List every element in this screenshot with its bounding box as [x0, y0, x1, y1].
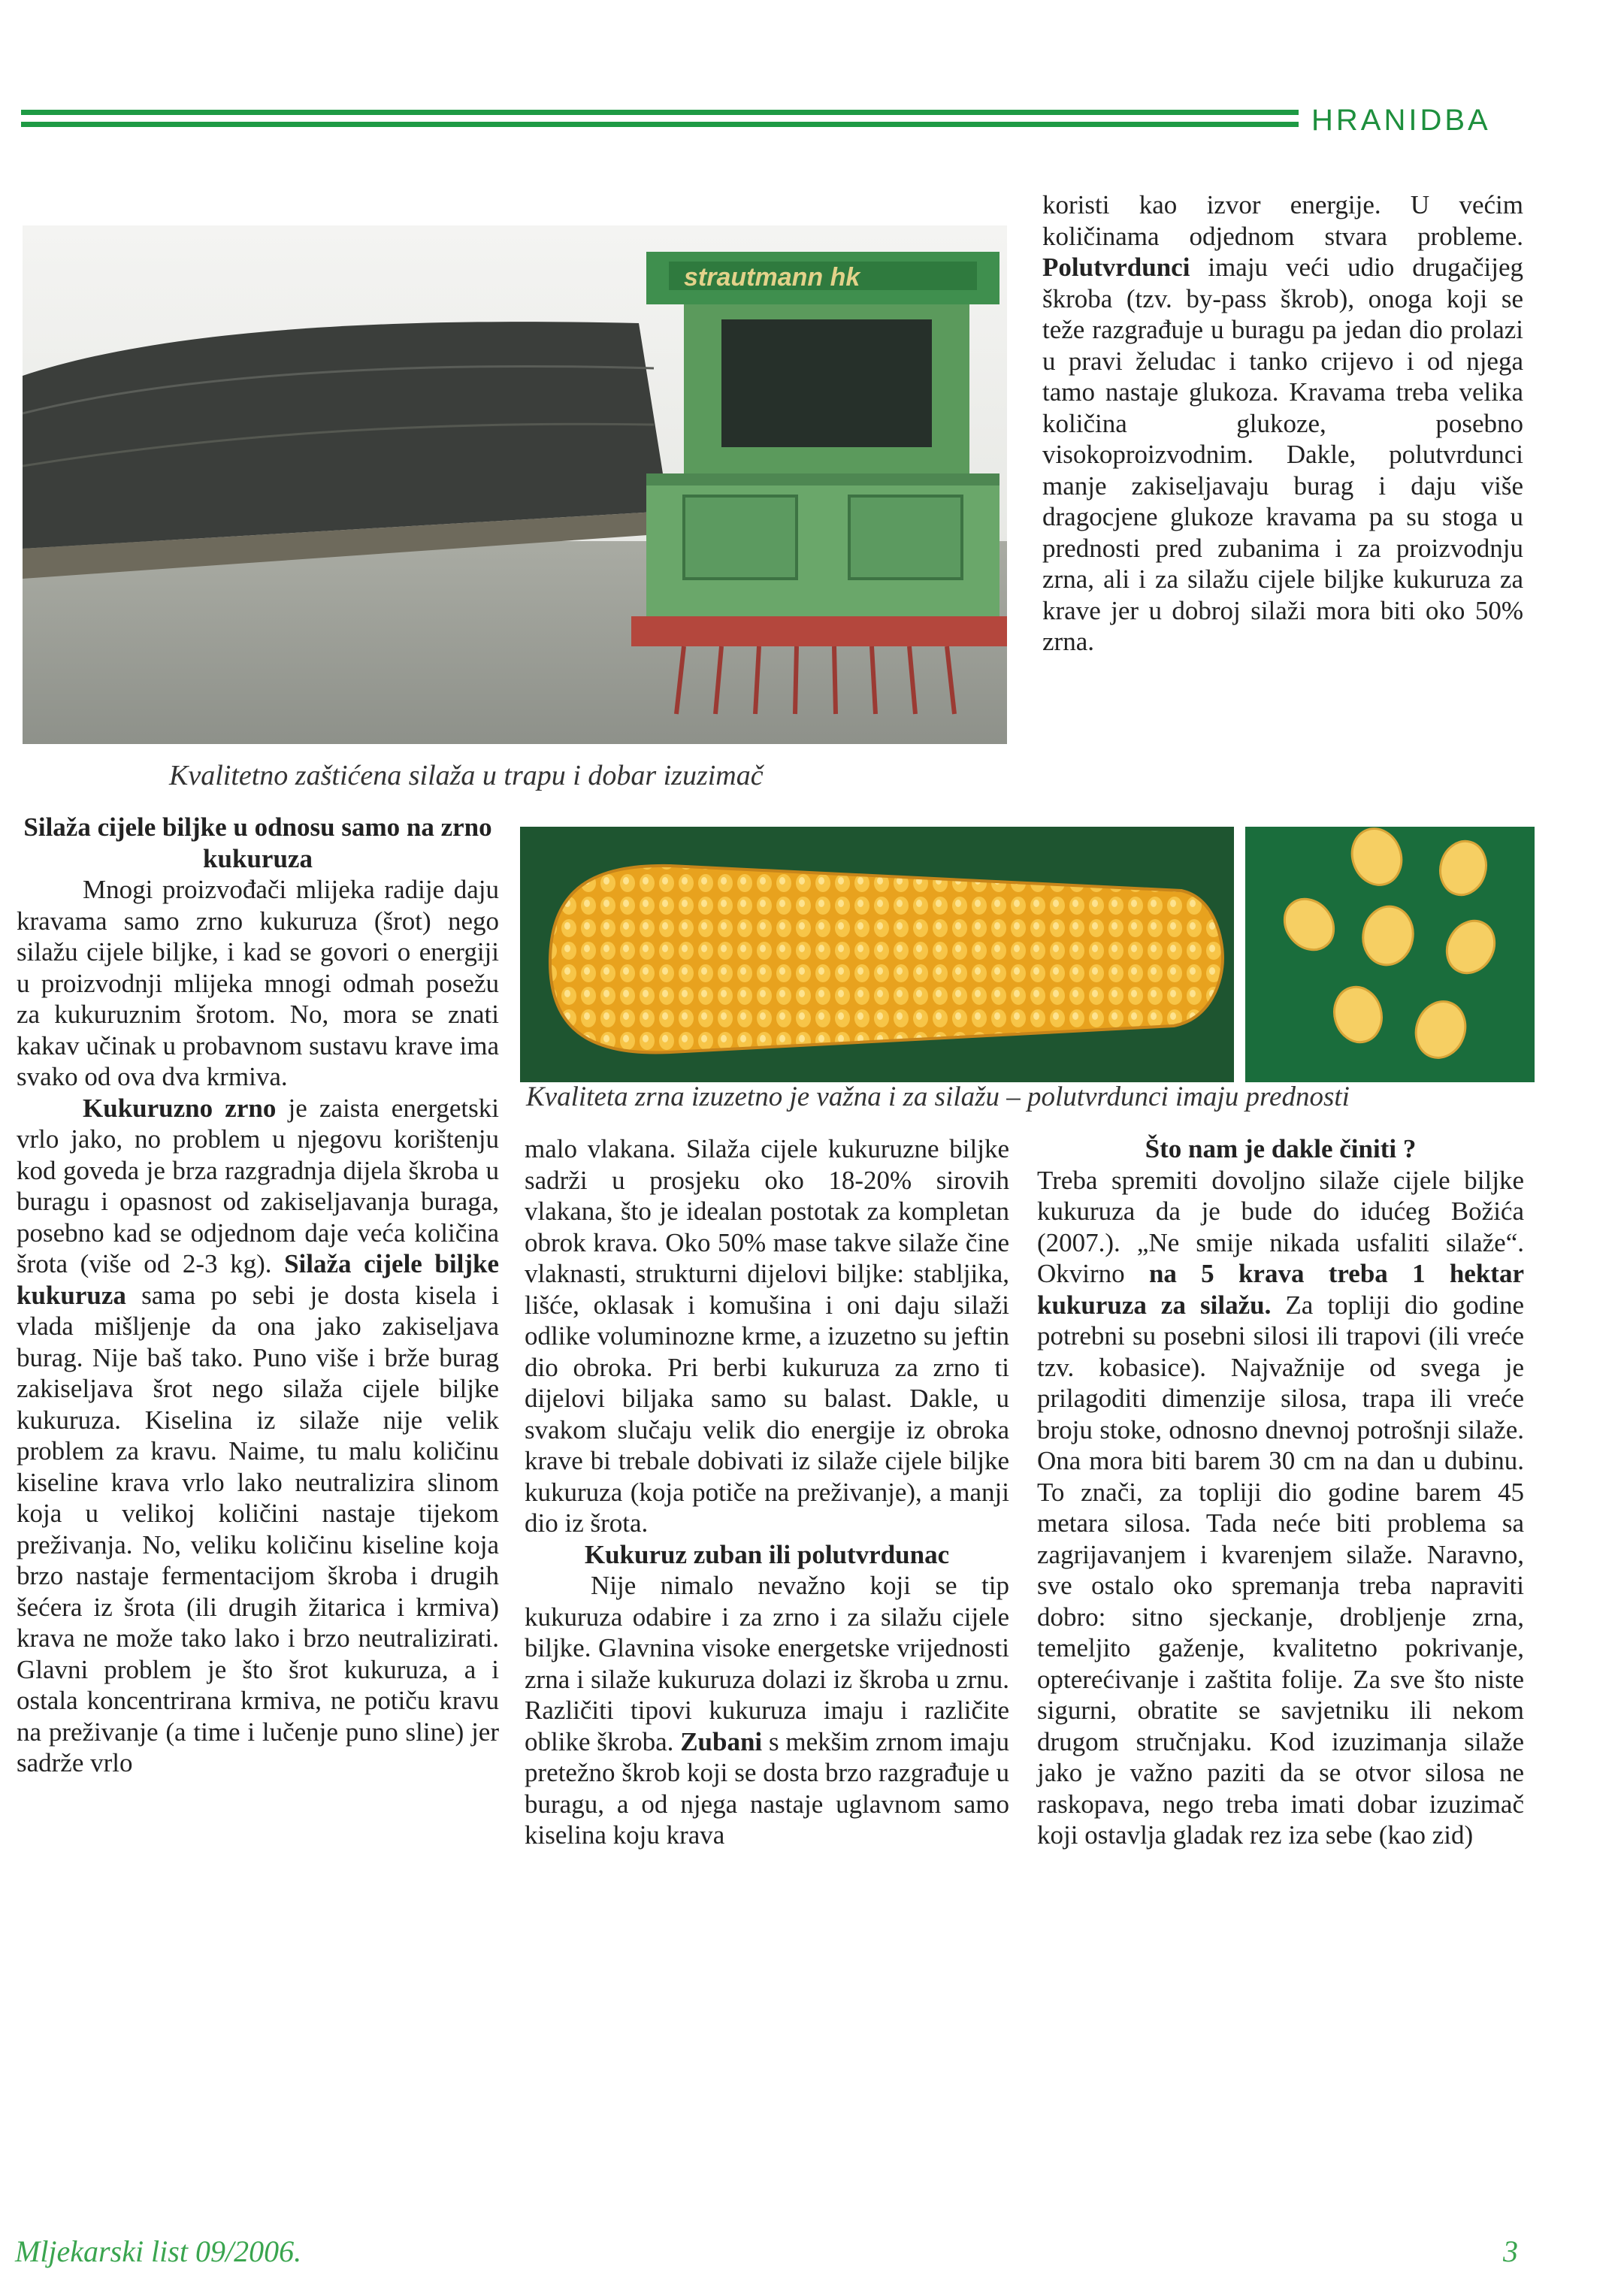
corn-kernels-illustration	[1245, 827, 1535, 1082]
paragraph-text: Nije nimalo nevažno koji se tip kukuruza odabire i za zrno i za silažu cijele biljke. Glavnina visoke energetske vrijednosti zrna i silaže kukuruza dolazi iz škroba u zrnu. Različiti tipovi kukuruza imaju i različite oblike škroba.	[525, 1571, 1009, 1756]
paragraph-text: malo vlakana. Silaža cijele kukuruzne biljke sadrži u prosjeku oko 18-20% sirovih vlakana, što je idealan postotak za kompletan obrok krava. Oko 50% mase takve silaže čine vlaknasti, strukturni dijelovi biljke: stabljika, lišće, oklasak i komušina i oni daju silaži odlike voluminozne krme, a izuzetno su jeftin dio obroka. Pri berbi kukuruza za zrno ti dijelovi biljaka samo su balast. Dakle, u svakom slučaju velik dio energije iz obroka krave bi trebale dobivati iz silaže cijele biljke kukuruza (koja potiče na preživanje), a manji dio iz šrota.	[525, 1134, 1009, 1538]
photo-caption-corn: Kvaliteta zrna izuzetno je važna i za silažu – polutvrdunci imaju prednosti	[526, 1081, 1350, 1112]
header-rule	[21, 110, 1299, 134]
footer-page-number: 3	[1503, 2234, 1518, 2268]
bold-term: na 5 krava treba 1 hektar kukuruza za silažu.	[1037, 1259, 1524, 1320]
paragraph-text: koristi kao izvor energije. U većim količinama odjednom stvara probleme.	[1042, 190, 1523, 251]
section-heading: Silaža cijele biljke u odnosu samo na zrno kukuruza	[23, 812, 492, 873]
text-column-right	[1037, 1133, 1524, 1851]
text-column-top-right	[1042, 189, 1523, 658]
paragraph-text: s mekšim zrnom imaju pretežno škrob koji se dosta brzo razgrađuje u buragu, a od njega nastaje uglavnom samo kiselina koju krava	[525, 1726, 1009, 1850]
tractor-brand-text: strautmann hk	[684, 263, 860, 292]
section-heading: Kukuruz zuban ili polutvrdunac	[584, 1539, 950, 1569]
bold-term: Zubani	[680, 1726, 763, 1756]
paragraph-text: je zaista energetski vrlo jako, no problem u njegovu korištenju kod goveda je brza razgradnja dijela škroba u buragu i opasnost od zakiseljavanja buraga, posebno kad se odjednom daje veća količina šrota (više od 2-3 kg).	[17, 1093, 499, 1278]
paragraph-text: Za topliji dio godine potrebni su posebni silosi ili trapovi (ili vreće tzv. kobasice). Najvažnije od svega je prilagoditi dimenzije silosa, trapa ili vreće broju stoke, odnosno dnevnoj potrošnji silaže. Ona mora biti barem 30 cm na dan u dubinu. To znači, za topliji dio godine barem 45 metara silosa. Tada neće biti problema sa zagrijavanjem i kvarenjem silaže. Naravno, sve ostalo oko spremanja treba napraviti dobro: sitno sjeckanje, drobljenje zrna, temeljito gaženje, kvalitetno pokrivanje, opterećivanje i zaštita folije. Za sve što niste sigurni, obratite se savjetniku ili nekom drugom stručnjaku. Kod izuzimanja silaže jako je važno paziti da se otvor silosa ne raskopava, nego treba imati dobar izuzimač koji ostavlja gladak rez iza sebe (kao zid)	[1037, 1290, 1524, 1850]
paragraph-text: Treba spremiti dovoljno silaže cijele biljke kukuruza da je bude do idućeg Božića (2007.). „Ne smije nikada usfaliti silaže“. Okvirno	[1037, 1165, 1524, 1288]
footer-publication: Mljekarski list 09/2006.	[15, 2234, 302, 2268]
bold-term: Polutvrdunci	[1042, 253, 1190, 282]
corn-cob-illustration	[520, 827, 1234, 1082]
paragraph-text: Mnogi proizvođači mlijeka radije daju kravama samo zrno kukuruza (šrot) nego silažu cijele biljke, i kad se govori o energiji u proizvodnji mlijeka mnogi odmah posežu za kukuruznim šrotom. No, mora se znati kakav učinak u probavnom sustavu krave ima svako od ova dva krmiva.	[17, 875, 499, 1091]
section-title: HRANIDBA	[1311, 104, 1491, 137]
bold-term: Silaža cijele biljke kukuruza	[17, 1249, 499, 1310]
photo-corn-kernels	[1245, 827, 1535, 1082]
text-column-middle	[525, 1133, 1009, 1851]
text-column-left	[17, 812, 499, 1779]
photo-corn-cob	[520, 827, 1234, 1082]
photo-silage-clamp	[23, 225, 1007, 744]
silage-photo-illustration	[23, 225, 1007, 744]
paragraph-text: imaju veći udio drugačijeg škroba (tzv. by-pass škrob), onoga koji se teže razgrađuje u buragu pa jedan dio prolazi u pravi želudac i tanko crijevo i od njega tamo nastaje glukoza. Kravama treba velika količina glukoze, posebno visokoproizvodnim. Dakle, polutvrdunci manje zakiseljavaju burag i daju više dragocjene glukoze kravama pa su stoga u prednosti pred zubanima i za proizvodnju zrna, ali i za silažu cijele biljke kukuruza za krave jer u dobroj silaži mora biti oko 50% zrna.	[1042, 253, 1523, 656]
photo-caption-silage: Kvalitetno zaštićena silaža u trapu i dobar izuzimač	[169, 760, 764, 791]
bold-term: Kukuruzno zrno	[83, 1093, 277, 1123]
section-heading: Što nam je dakle činiti ?	[1145, 1134, 1417, 1163]
paragraph-text: sama po sebi je dosta kisela i vlada mišljenje da ona jako zakiseljava burag. Nije baš tako. Puno više i brže burag zakiseljava šrot nego silaža cijele biljke kukuruza. Kiselina iz silaže nije velik problem za kravu. Naime, tu malu količinu kiseline krava vrlo lako neutralizira slinom koja u velikoj količini nastaje tijekom preživanja. No, veliku količinu kiseline koja brzo nastaje fermentacijom škroba i drugih šećera iz šrota (ili drugih žitarica i krmiva) krava ne može tako lako i brzo neutralizirati. Glavni problem je što šrot kukuruza, a i ostala koncentrirana krmiva, ne potiču kravu na preživanje (a time i lučenje puno sline) jer sadrže vrlo	[17, 1280, 499, 1777]
